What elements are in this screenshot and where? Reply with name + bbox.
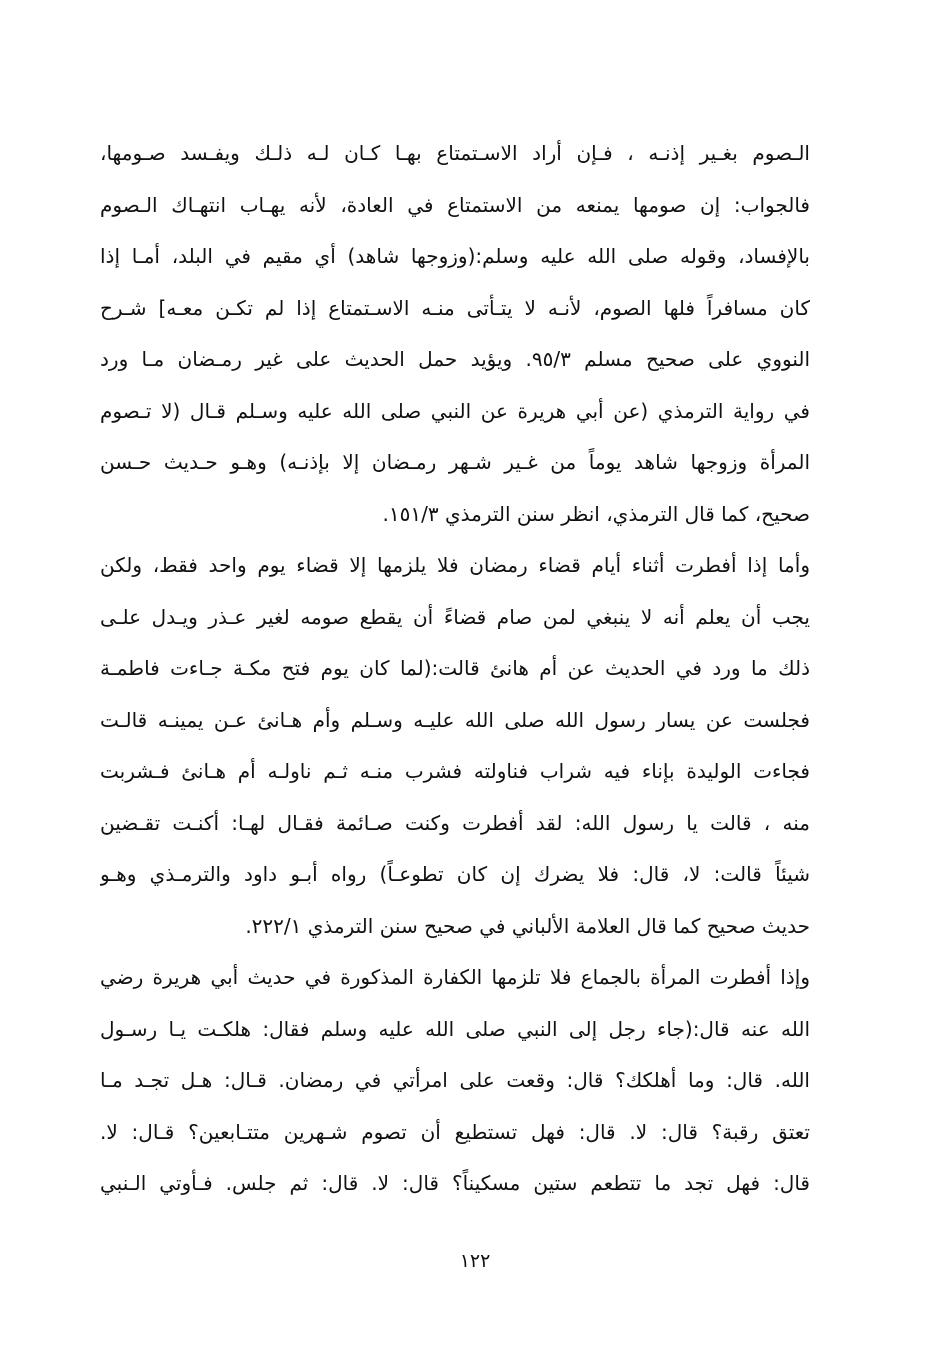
text-line: بالإفساد، وقوله صلى الله عليه وسلم:(وزوجها شاهد) أي مقيم في البلد، أمـا إذا [100,244,810,268]
text-line: النووي على صحيح مسلم ٩٥/٣. ويؤيد حمل الحديث على غير رمـضان مـا ورد [100,347,810,371]
text-line: كان مسافراً فلها الصوم، لأنـه لا يتـأتى منـه الاسـتمتاع إذا لم تكـن معـه] شـرح [100,295,810,320]
text-line: فجلست عن يسار رسول الله صلى الله عليـه وسـلم وأم هـانئ عـن يمينـه قالـت [100,707,810,732]
paragraph-end-line: صحيح، كما قال الترمذي، انظر سنن الترمذي ١٥١/٣. [382,501,810,526]
text-line: المرأة وزوجها شاهد يوماً من غـير شـهر رمـضان إلا بإذنـه) وهـو حـديث حـسن [100,450,810,474]
paragraph-end-line: حديث صحيح كما قال العلامة الألباني في صحيح سنن الترمذي ٢٢٢/١. [245,913,810,938]
text-line: الله عنه قال:(جاء رجل إلى النبي صلى الله عليه وسلم فقال: هلكـت يـا رسـول [100,1016,810,1041]
text-line: يجب أن يعلم أنه لا ينبغي لمن صام قضاءً أن يقطع صومه لغير عـذر ويـدل علـى [100,604,810,629]
text-line: الله. قال: وما أهلكك؟ قال: وقعت على امرأتي في رمضان. قـال: هـل تجـد مـا [100,1068,810,1092]
body-text [100,128,810,1210]
text-line: منه ، قالت يا رسول الله: لقد أفطرت وكنت صـائمة فقـال لهـا: أكنـت تقـضين [100,810,810,835]
text-line: تعتق رقبة؟ قال: لا. قال: فهل تستطيع أن تصوم شـهرين متتـابعين؟ قـال: لا. [100,1119,810,1144]
text-line: في رواية الترمذي (عن أبي هريرة عن النبي صلى الله عليه وسـلم قـال (لا تـصوم [100,398,810,423]
text-line: فالجواب: إن صومها يمنعه من الاستمتاع في العادة، لأنه يهـاب انتهـاك الـصوم [100,192,810,217]
text-line: وأما إذا أفطرت أثناء أيام قضاء رمضان فلا يلزمها إلا قضاء يوم واحد فقط، ولكن [100,553,810,577]
text-line: وإذا أفطرت المرأة بالجماع فلا تلزمها الكفارة المذكورة في حديث أبي هريرة رضي [100,965,810,989]
text-line: قال: فهل تجد ما تتطعم ستين مسكيناً؟ قال: لا. قال: ثم جلس. فـأوتي الـنبي [100,1171,810,1195]
text-line: ذلك ما ورد في الحديث عن أم هانئ قالت:(لما كان يوم فتح مكـة جـاءت فاطمـة [100,656,810,680]
text-line: الـصوم بغـير إذنـه ، فـإن أراد الاسـتمتاع بهـا كـان لـه ذلـك ويفـسد صـومها، [100,141,810,165]
text-line: شيئاً قالت: لا، قال: فلا يضرك إن كان تطوعـاً) رواه أبـو داود والترمـذي وهـو [100,862,810,886]
text-line: فجاءت الوليدة بإناء فيه شراب فناولته فشرب منـه ثـم ناولـه أم هـانئ فـشربت [100,759,810,783]
page-number: ١٢٢ [459,1250,491,1272]
